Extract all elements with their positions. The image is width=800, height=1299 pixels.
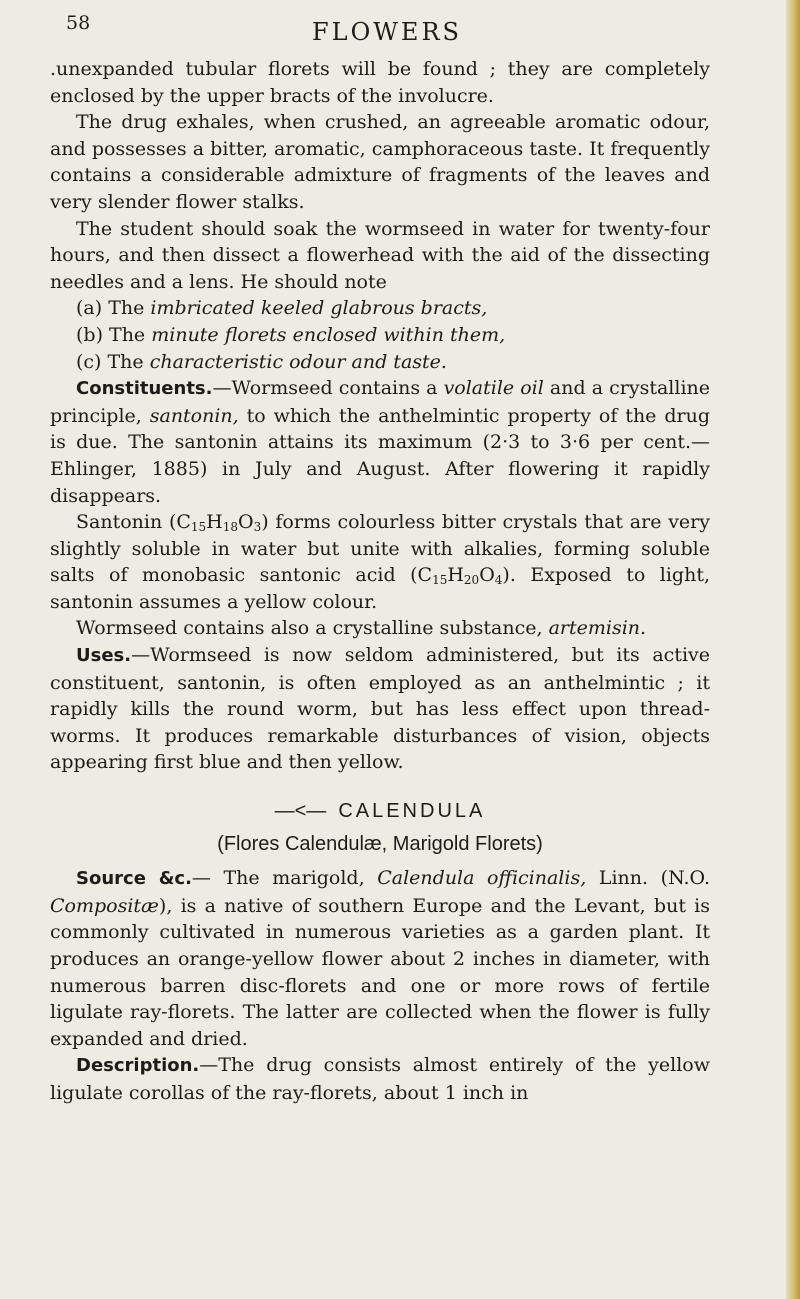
list-item: (c) The characteristic odour and taste. <box>76 350 447 373</box>
observation-list <box>50 295 710 375</box>
paragraph-constituents: Constituents.—Wormseed contains a volatile oil and a crystalline principle, santonin, to which the anthelmintic property of the drug is due. The santonin attains its maximum (2·3 to 3·6 per cent.—Ehlinger, 1885) in July and August. After flowering it rapidly disappears. <box>50 377 710 507</box>
source-heading: Source &c. <box>76 868 192 890</box>
list-item: (a) The imbricated keeled glabrous bracts, <box>76 297 488 320</box>
paragraph-santonin: Santonin $(C_{15}H_{18}O_3)$ forms colourless bitter crystals that are very slightly soluble in water but unite with alkalies, forming soluble salts of monobasic santonic acid $(C_{15}H_{20}O_4)$. Exposed to light, santonin assumes a yellow colour. <box>50 511 710 613</box>
section-subtitle: (Flores Calendulæ, Marigold Florets) <box>217 832 543 855</box>
page-header <box>0 8 790 48</box>
uses-heading: Uses. <box>76 645 132 667</box>
section-ornament: —<— <box>274 800 327 823</box>
constituents-heading: Constituents. <box>76 378 213 400</box>
section-heading <box>50 798 710 825</box>
page-edge <box>786 0 800 1299</box>
running-title: FLOWERS <box>312 18 462 46</box>
page-number: 58 <box>66 12 91 34</box>
paragraph-source: Source &c.— The marigold, Calendula officinalis, Linn. (N.O. Compositæ), is a native of southern Europe and the Levant, but is commonly cultivated in numerous varieties as a garden plant. It produces an orange-yellow flower about 2 inches in diameter, with numerous barren disc-florets and one or more rows of fertile ligulate ray-florets. The latter are collected when the flower is fully expanded and dried. <box>50 867 711 1050</box>
paragraph-artemisin: Wormseed contains also a crystalline substance, artemisin. <box>76 617 647 640</box>
paragraph-description: Description.—The drug consists almost entirely of the yellow ligulate corollas of the ray-florets, about 1 inch in <box>50 1054 710 1104</box>
paragraph-uses: Uses.—Wormseed is now seldom administered, but its active constituent, santonin, is often employed as an anthelmintic ; it rapidly kills the round worm, but has less effect upon thread-worms. It produces remarkable disturbances of vision, objects appearing first blue and then yellow. <box>50 644 710 774</box>
list-item: (b) The minute florets enclosed within them, <box>76 323 506 346</box>
paragraph-odour: The drug exhales, when crushed, an agreeable aromatic odour, and possesses a bitter, aromatic, camphoraceous taste. It frequently contains a considerable admixture of fragments of the leaves and very slender flower stalks. <box>50 111 710 213</box>
paragraph-student: The student should soak the wormseed in water for twenty-four hours, and then dissect a flowerhead with the aid of the dissecting needles and a lens. He should note <box>50 217 710 293</box>
page-body <box>50 56 710 1107</box>
section-title: CALENDULA <box>338 800 486 823</box>
paragraph-continued: .unexpanded tubular florets will be found ; they are completely enclosed by the upper bracts of the involucre. <box>50 58 710 107</box>
description-heading: Description. <box>76 1055 200 1077</box>
